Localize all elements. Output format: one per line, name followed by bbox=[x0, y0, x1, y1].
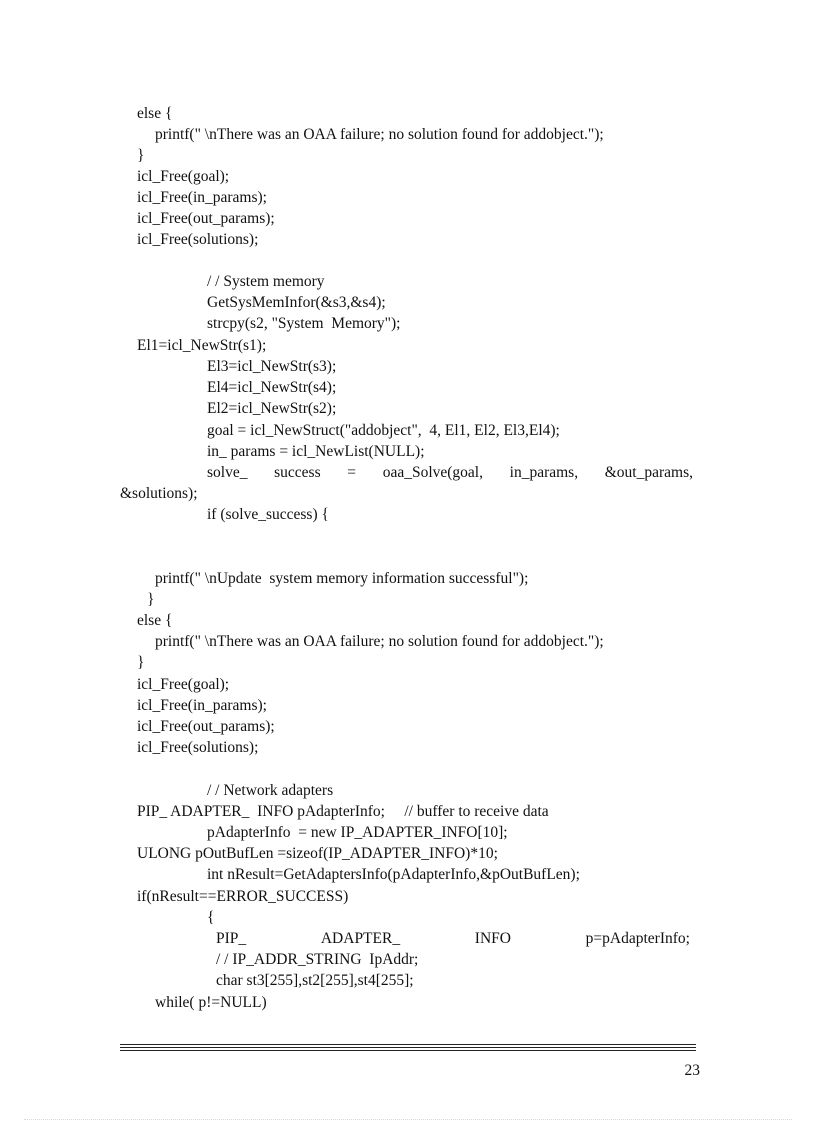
code-line: icl_Free(out_params); bbox=[137, 718, 275, 735]
code-line: int nResult=GetAdaptersInfo(pAdapterInfo,&pOutBufLen); bbox=[207, 866, 580, 883]
code-line: printf(" \nThere was an OAA failure; no solution found for addobject."); bbox=[155, 126, 604, 143]
footer-rule bbox=[120, 1050, 696, 1051]
code-line: strcpy(s2, "System Memory"); bbox=[207, 315, 401, 332]
code-comment: / / System memory bbox=[207, 273, 325, 290]
code-token: PIP_ bbox=[216, 930, 247, 947]
code-line: } bbox=[137, 147, 145, 164]
code-token: ADAPTER_ bbox=[320, 930, 401, 947]
solve-call-line bbox=[207, 463, 693, 483]
code-line: El1=icl_NewStr(s1); bbox=[137, 337, 267, 354]
code-line: { bbox=[207, 909, 215, 926]
code-comment: / / IP_ADDR_STRING IpAddr; bbox=[216, 951, 419, 968]
code-line: while( p!=NULL) bbox=[155, 994, 267, 1011]
code-line: icl_Free(solutions); bbox=[137, 739, 259, 756]
pip-declaration-line bbox=[216, 929, 690, 949]
code-line: El3=icl_NewStr(s3); bbox=[207, 358, 337, 375]
code-line: } bbox=[147, 591, 155, 608]
code-line: goal = icl_NewStruct("addobject", 4, El1, El2, El3,El4); bbox=[207, 422, 560, 439]
code-line: printf(" \nUpdate system memory information successful"); bbox=[155, 570, 529, 587]
code-line: if(nResult==ERROR_SUCCESS) bbox=[137, 888, 349, 905]
code-line: icl_Free(out_params); bbox=[137, 210, 275, 227]
code-line: printf(" \nThere was an OAA failure; no solution found for addobject."); bbox=[155, 633, 604, 650]
code-line: if (solve_success) { bbox=[207, 506, 329, 523]
code-line: icl_Free(goal); bbox=[137, 676, 230, 693]
code-token: &out_params, bbox=[604, 464, 693, 481]
code-line: else { bbox=[137, 612, 173, 629]
code-token: oaa_Solve(goal, bbox=[382, 464, 483, 481]
page-number: 23 bbox=[684, 1062, 700, 1079]
code-line: icl_Free(in_params); bbox=[137, 189, 267, 206]
code-line: pAdapterInfo = new IP_ADAPTER_INFO[10]; bbox=[207, 824, 508, 841]
code-line: icl_Free(goal); bbox=[137, 168, 230, 185]
code-token: = bbox=[347, 464, 357, 481]
code-line: &solutions); bbox=[120, 485, 198, 502]
code-token: solve_ bbox=[207, 464, 248, 481]
code-line: icl_Free(in_params); bbox=[137, 697, 267, 714]
code-line: El4=icl_NewStr(s4); bbox=[207, 379, 337, 396]
code-comment: / / Network adapters bbox=[207, 782, 334, 799]
code-line: char st3[255],st2[255],st4[255]; bbox=[216, 972, 414, 989]
code-token: in_params, bbox=[509, 464, 579, 481]
footer-rule bbox=[120, 1047, 696, 1048]
code-line: in_ params = icl_NewList(NULL); bbox=[207, 443, 425, 460]
code-token: p=pAdapterInfo; bbox=[585, 930, 690, 947]
code-line: PIP_ ADAPTER_ INFO pAdapterInfo; // buffer to receive data bbox=[137, 803, 549, 820]
page-edge-divider bbox=[24, 1119, 792, 1120]
code-line: icl_Free(solutions); bbox=[137, 231, 259, 248]
footer-rule bbox=[120, 1044, 696, 1045]
code-line: } bbox=[137, 654, 145, 671]
code-token: success bbox=[274, 464, 321, 481]
code-line: else { bbox=[137, 105, 173, 122]
code-token: INFO bbox=[474, 930, 511, 947]
code-line: El2=icl_NewStr(s2); bbox=[207, 400, 337, 417]
code-line: GetSysMemInfor(&s3,&s4); bbox=[207, 294, 386, 311]
code-line: ULONG pOutBufLen =sizeof(IP_ADAPTER_INFO)*10; bbox=[137, 845, 498, 862]
